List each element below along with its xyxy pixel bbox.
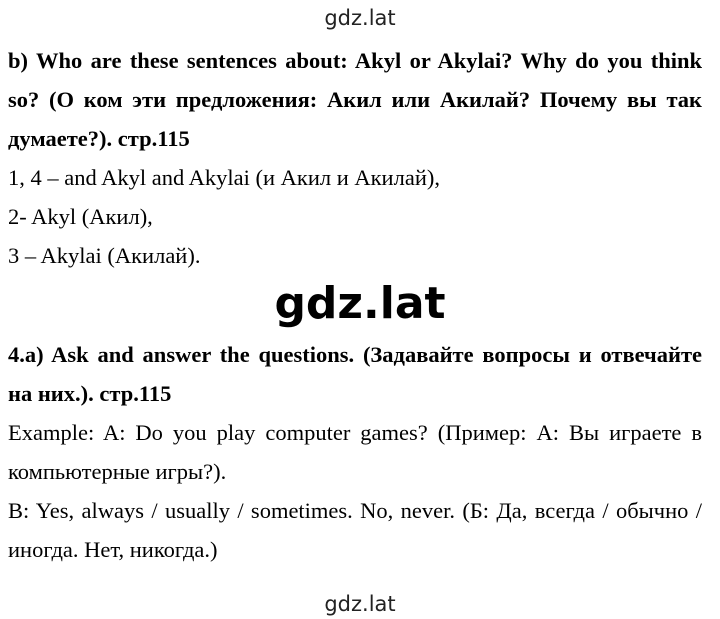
watermark-top: gdz.lat [324, 6, 396, 30]
watermark-bottom: gdz.lat [324, 592, 396, 616]
answer-line-3: 3 – Akylai (Акилай). [8, 243, 201, 268]
section-b [8, 41, 702, 275]
answer-line-1: 1, 4 – and Akyl and Akylai (и Акил и Акилай), [8, 165, 440, 190]
example-paragraph: Example: A: Do you play computer games? (Пример: А: Вы играете в компьютерные игры?). [8, 420, 702, 484]
answer-line-2: 2- Akyl (Акил), [8, 204, 153, 229]
section-4a [8, 335, 702, 569]
section-4a-heading: 4.a) Ask and answer the questions. (Задавайте вопросы и отвечайте на них.). стр.115 [8, 342, 702, 406]
section-b-heading: b) Who are these sentences about: Akyl or Akylai? Why do you think so? (О ком эти предложения: Акил или Акилай? Почему вы так думаете?). стр.115 [8, 48, 702, 151]
response-paragraph: B: Yes, always / usually / sometimes. No, never. (Б: Да, всегда / обычно / иногда. Нет, никогда.) [8, 498, 702, 562]
watermark-middle: gdz.lat [274, 278, 446, 329]
